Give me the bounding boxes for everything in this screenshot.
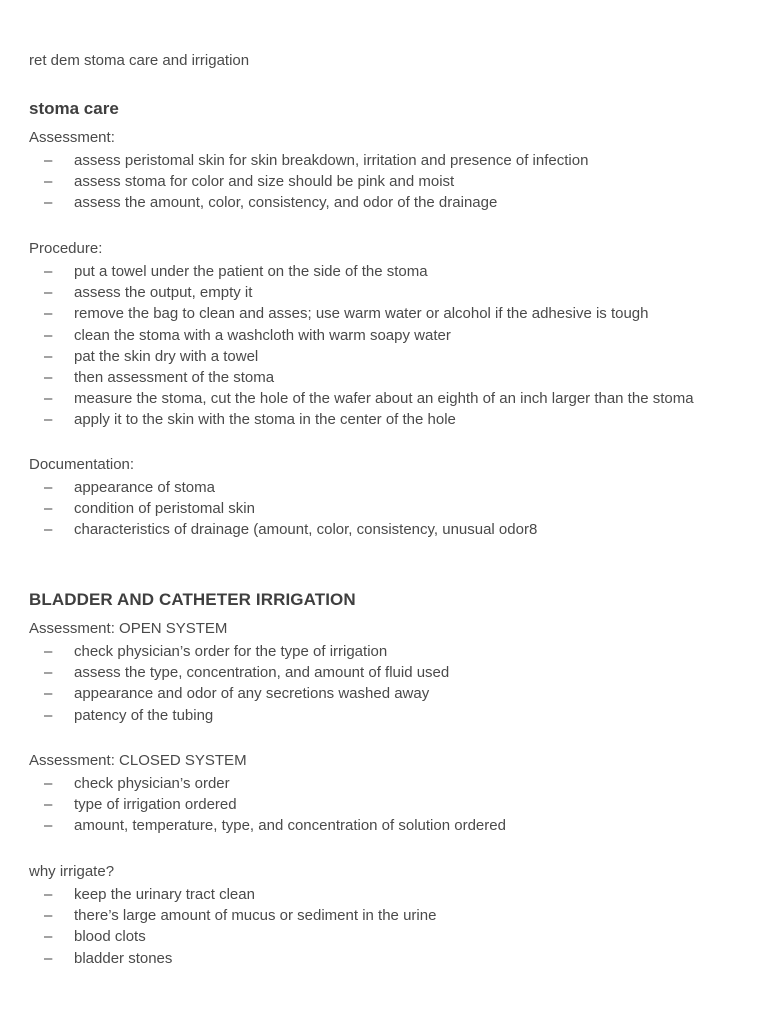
dash-bullet: –	[44, 479, 53, 496]
dash-bullet: –	[44, 194, 53, 212]
dash-bullet: –	[44, 411, 53, 429]
dash-bullet: –	[44, 305, 53, 323]
label-stoma-procedure: Procedure:	[29, 240, 103, 257]
label-open-system: Assessment: OPEN SYSTEM	[29, 620, 228, 637]
label-closed-system: Assessment: CLOSED SYSTEM	[29, 752, 247, 769]
dash-bullet: –	[44, 907, 53, 925]
heading-stoma-care: stoma care	[29, 99, 119, 118]
dash-bullet: –	[44, 152, 53, 169]
dash-bullet: –	[44, 886, 53, 903]
dash-bullet: –	[44, 775, 53, 792]
label-why-irrigate: why irrigate?	[29, 863, 115, 880]
dash-bullet: –	[44, 817, 53, 835]
note-title: ret dem stoma care and irrigation	[29, 52, 250, 69]
label-stoma-assessment: Assessment:	[29, 129, 115, 146]
heading-bladder-irrigation: BLADDER AND CATHETER IRRIGATION	[29, 590, 356, 609]
dash-bullet: –	[44, 173, 53, 191]
dash-bullet: –	[44, 284, 53, 302]
dash-bullet: –	[44, 521, 53, 539]
dash-bullet: –	[44, 390, 53, 408]
dash-bullet: –	[44, 685, 53, 703]
label-stoma-documentation: Documentation:	[29, 456, 135, 473]
dash-bullet: –	[44, 796, 53, 814]
dash-bullet: –	[44, 500, 53, 518]
dash-bullet: –	[44, 664, 53, 682]
dash-bullet: –	[44, 643, 53, 660]
dash-bullet: –	[44, 706, 53, 724]
dash-bullet: –	[44, 263, 53, 280]
dash-bullet: –	[44, 949, 53, 967]
dash-bullet: –	[44, 928, 53, 946]
dash-bullet: –	[44, 347, 53, 365]
dash-bullet: –	[44, 326, 53, 344]
dash-bullet: –	[44, 368, 53, 386]
